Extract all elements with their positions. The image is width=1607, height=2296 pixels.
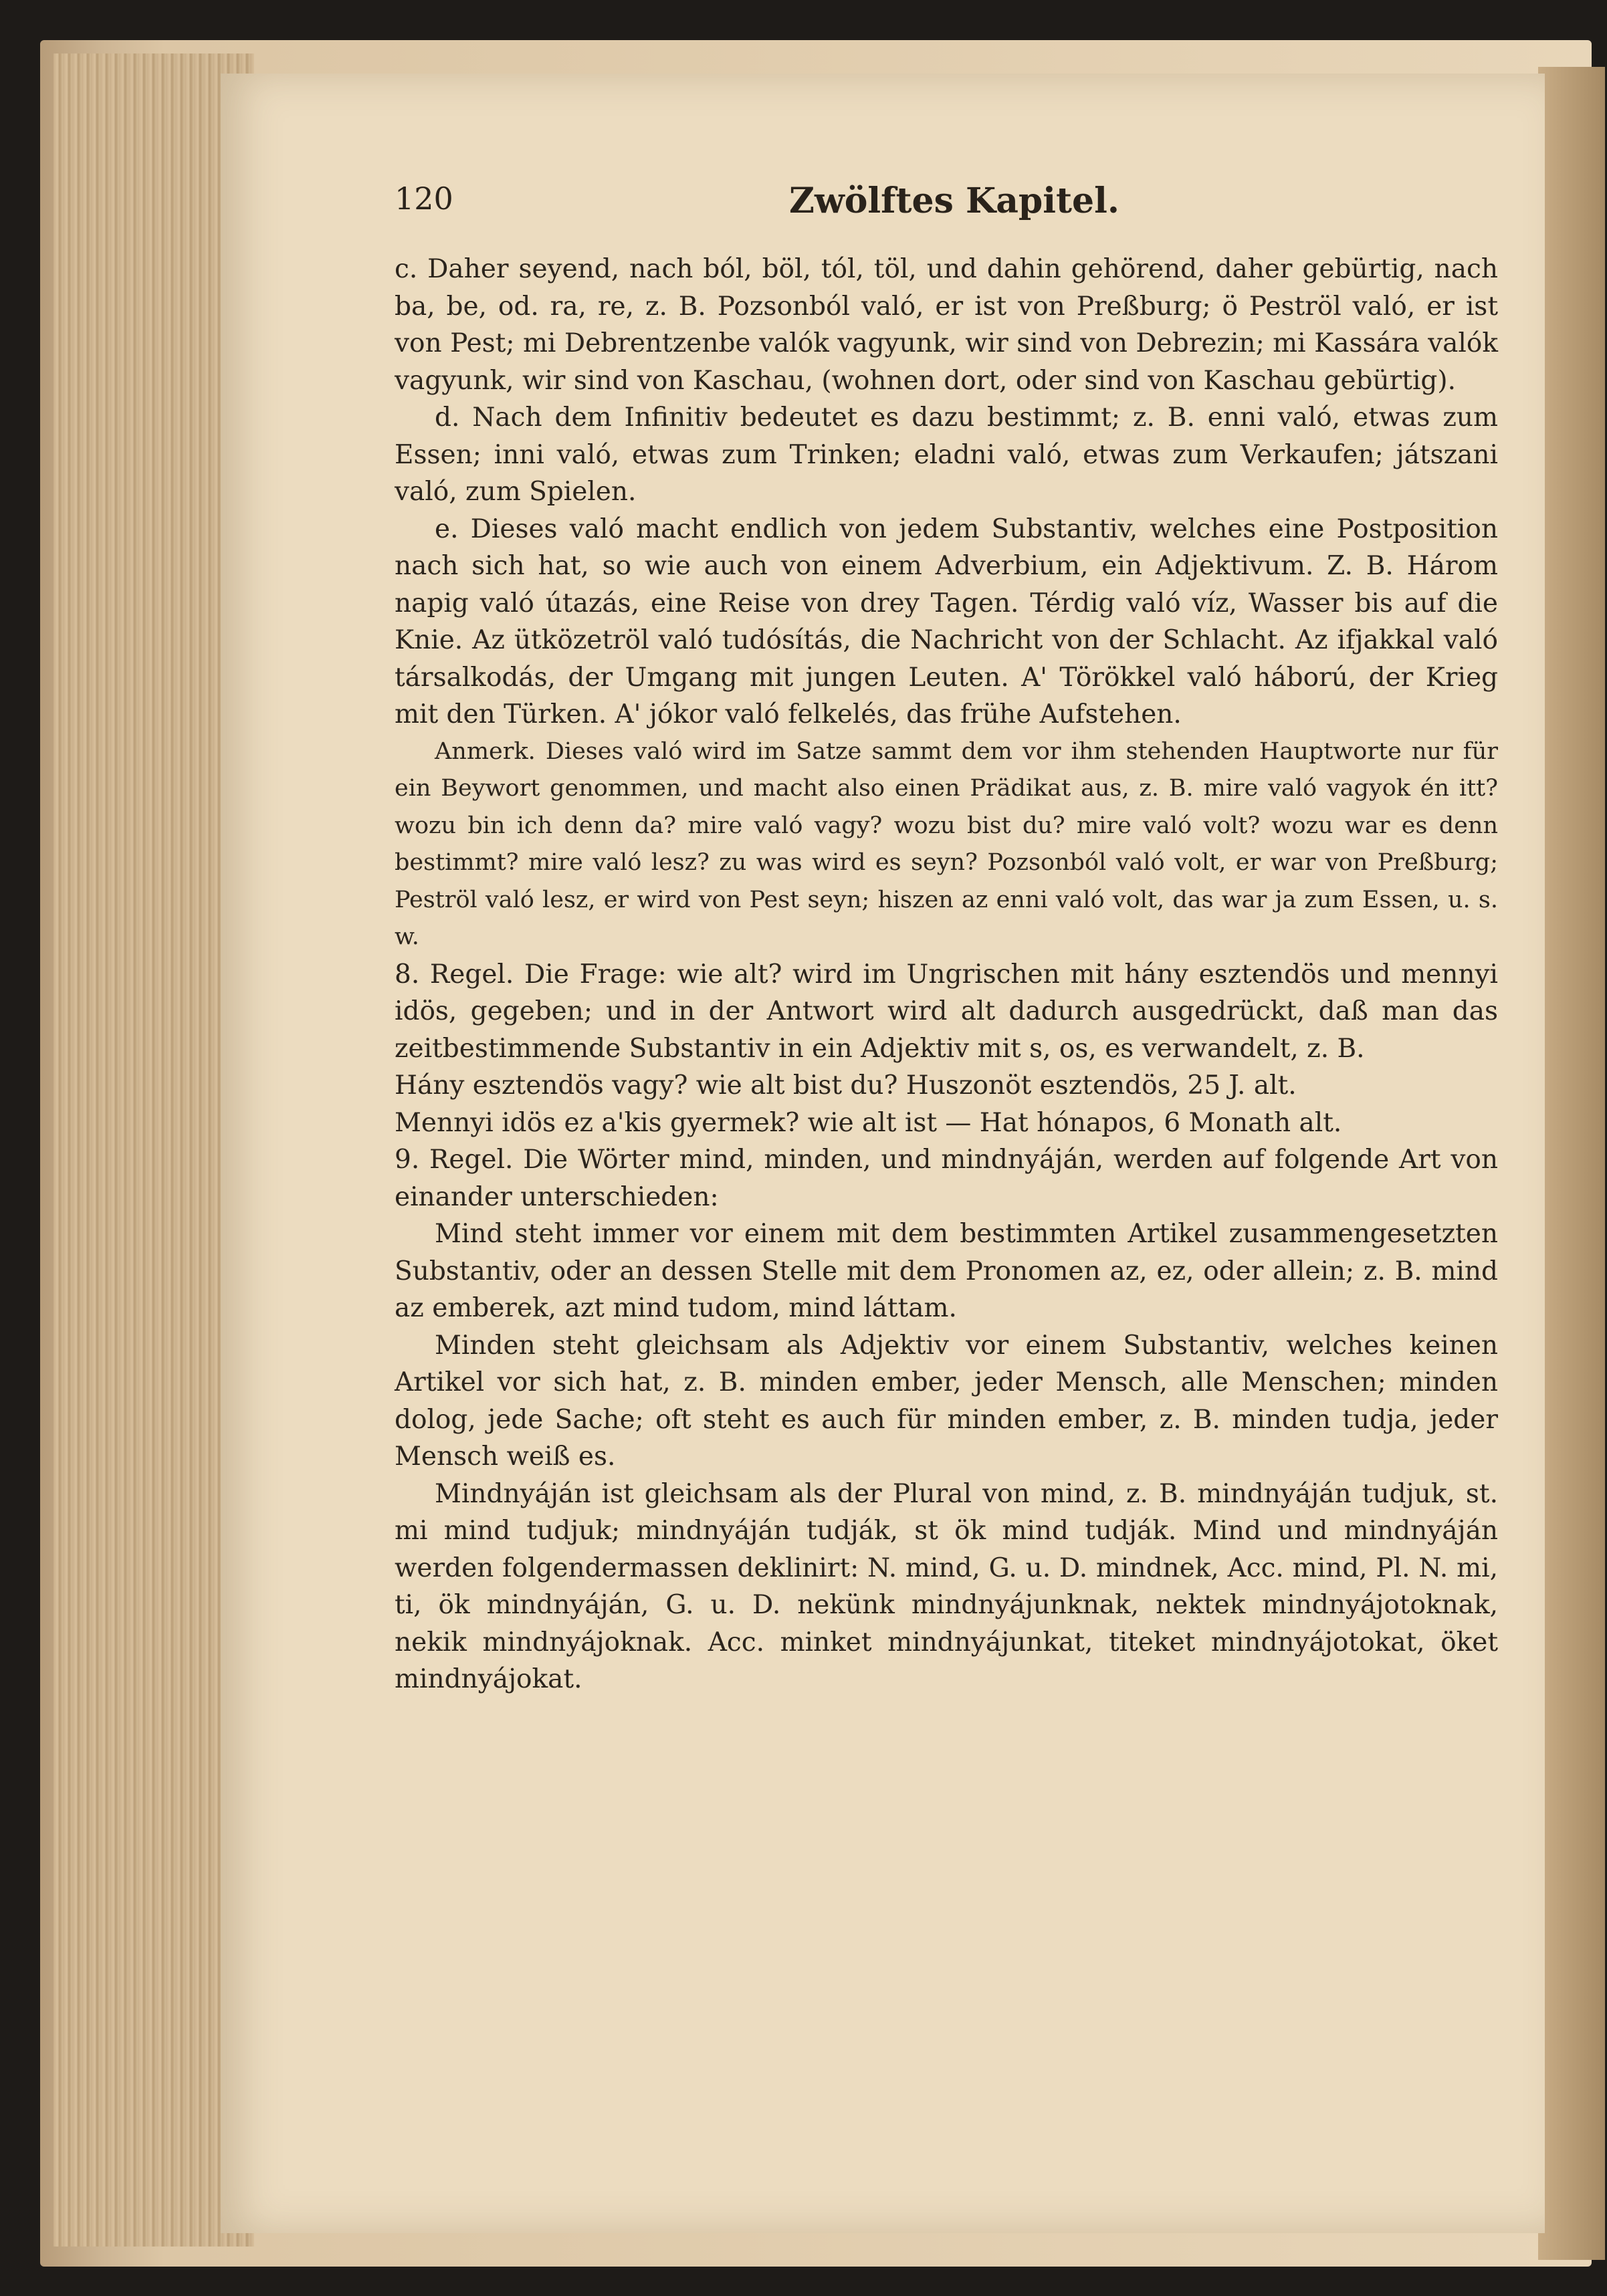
page-number: 120 — [395, 181, 453, 217]
running-head: Zwölftes Kapitel. — [789, 181, 1119, 221]
paragraph-c: c. Daher seyend, nach ból, böl, tól, töl, und dahin gehörend, daher gebürtig, nach ba, be, od. ra, re, z. B. Pozsonból való, er ist von Preßburg; ö Peströl való, er ist von Pest; mi Debrentzenbe valók vagyunk, wir sind von Debrezin; mi Kassára valók vagyunk, wir sind von Kaschau, (wohnen dort, oder sind von Kaschau gebürtig). — [395, 254, 1498, 396]
rule-9: 9. Regel. Die Wörter mind, minden, und mindnyáján, werden auf folgende Art von einander unterschieden: — [395, 1145, 1498, 1212]
paragraph-d: d. Nach dem Infinitiv bedeutet es dazu bestimmt; z. B. enni való, etwas zum Essen; inni való, etwas zum Trinken; eladni való, etwas zum Verkaufen; játszani való, zum Spielen. — [395, 403, 1498, 507]
paragraph-mind: Mind steht immer vor einem mit dem bestimmten Artikel zusammengesetzten Substantiv, oder an dessen Stelle mit dem Pronomen az, ez, oder allein; z. B. mind az emberek, azt mind tudom, mind láttam. — [395, 1219, 1498, 1323]
right-page-edge — [1538, 67, 1605, 2260]
paragraph-minden: Minden steht gleichsam als Adjektiv vor einem Substantiv, welches keinen Artikel vor sich hat, z. B. minden ember, jeder Mensch, alle Menschen; minden dolog, jede Sache; oft steht es auch für minden ember, z. B. minden tudja, jeder Mensch weiß es. — [395, 1330, 1498, 1472]
page-body — [395, 251, 1498, 1698]
paragraph-e: e. Dieses való macht endlich von jedem Substantiv, welches eine Postposition nach sich hat, so wie auch von einem Adverbium, ein Adjektivum. Z. B. Három napig való útazás, eine Reise von drey Tagen. Térdig való víz, Wasser bis auf die Knie. Az ütközetröl való tudósítás, die Nachricht von der Schlacht. Az ifjakkal való társalkodás, der Umgang mit jungen Leuten. A' Törökkel való háború, der Krieg mit den Türken. A' jókor való felkelés, das frühe Aufstehen. — [395, 513, 1498, 729]
rule-8: 8. Regel. Die Frage: wie alt? wird im Ungrischen mit hány esztendös und mennyi idös, gegeben; und in der Antwort wird alt dadurch ausgedrückt, daß man das zeitbestimmende Substantiv in ein Adjektiv mit s, os, es verwandelt, z. B. — [395, 959, 1498, 1064]
example-line-1: Hány esztendös vagy? wie alt bist du? Huszonöt esztendös, 25 J. alt. — [395, 1070, 1297, 1101]
paragraph-mindnyajan: Mindnyáján ist gleichsam als der Plural von mind, z. B. mindnyáján tudjuk, st. mi mind tudjuk; mindnyáján tudják, st ök mind tudják. Mind und mindnyáján werden folgendermassen deklinirt: N. mind, G. u. D. mindnek, Acc. mind, Pl. N. mi, ti, ök mindnyáján, G. u. D. nekünk mindnyájunknak, nektek mindnyájotoknak, nekik mindnyájoknak. Acc. minket mindnyájunkat, titeket mindnyájotokat, öket mindnyájokat. — [395, 1478, 1498, 1694]
page-header — [395, 181, 1505, 234]
example-line-2: Mennyi idös ez a'kis gyermek? wie alt ist — Hat hónapos, 6 Monath alt. — [395, 1107, 1342, 1138]
note-anmerkung: Anmerk. Dieses való wird im Satze sammt dem vor ihm stehenden Hauptworte nur für ein Beywort genommen, und macht also einen Prädikat aus, z. B. mire való vagyok én itt? wozu bin ich denn da? mire való vagy? wozu bist du? mire való volt? wozu war es denn bestimmt? mire való lesz? zu was wird es seyn? Pozsonból való volt, er war von Preßburg; Peströl való lesz, er wird von Pest seyn; hiszen az enni való volt, das war ja zum Essen, u. s. w. — [395, 737, 1498, 950]
